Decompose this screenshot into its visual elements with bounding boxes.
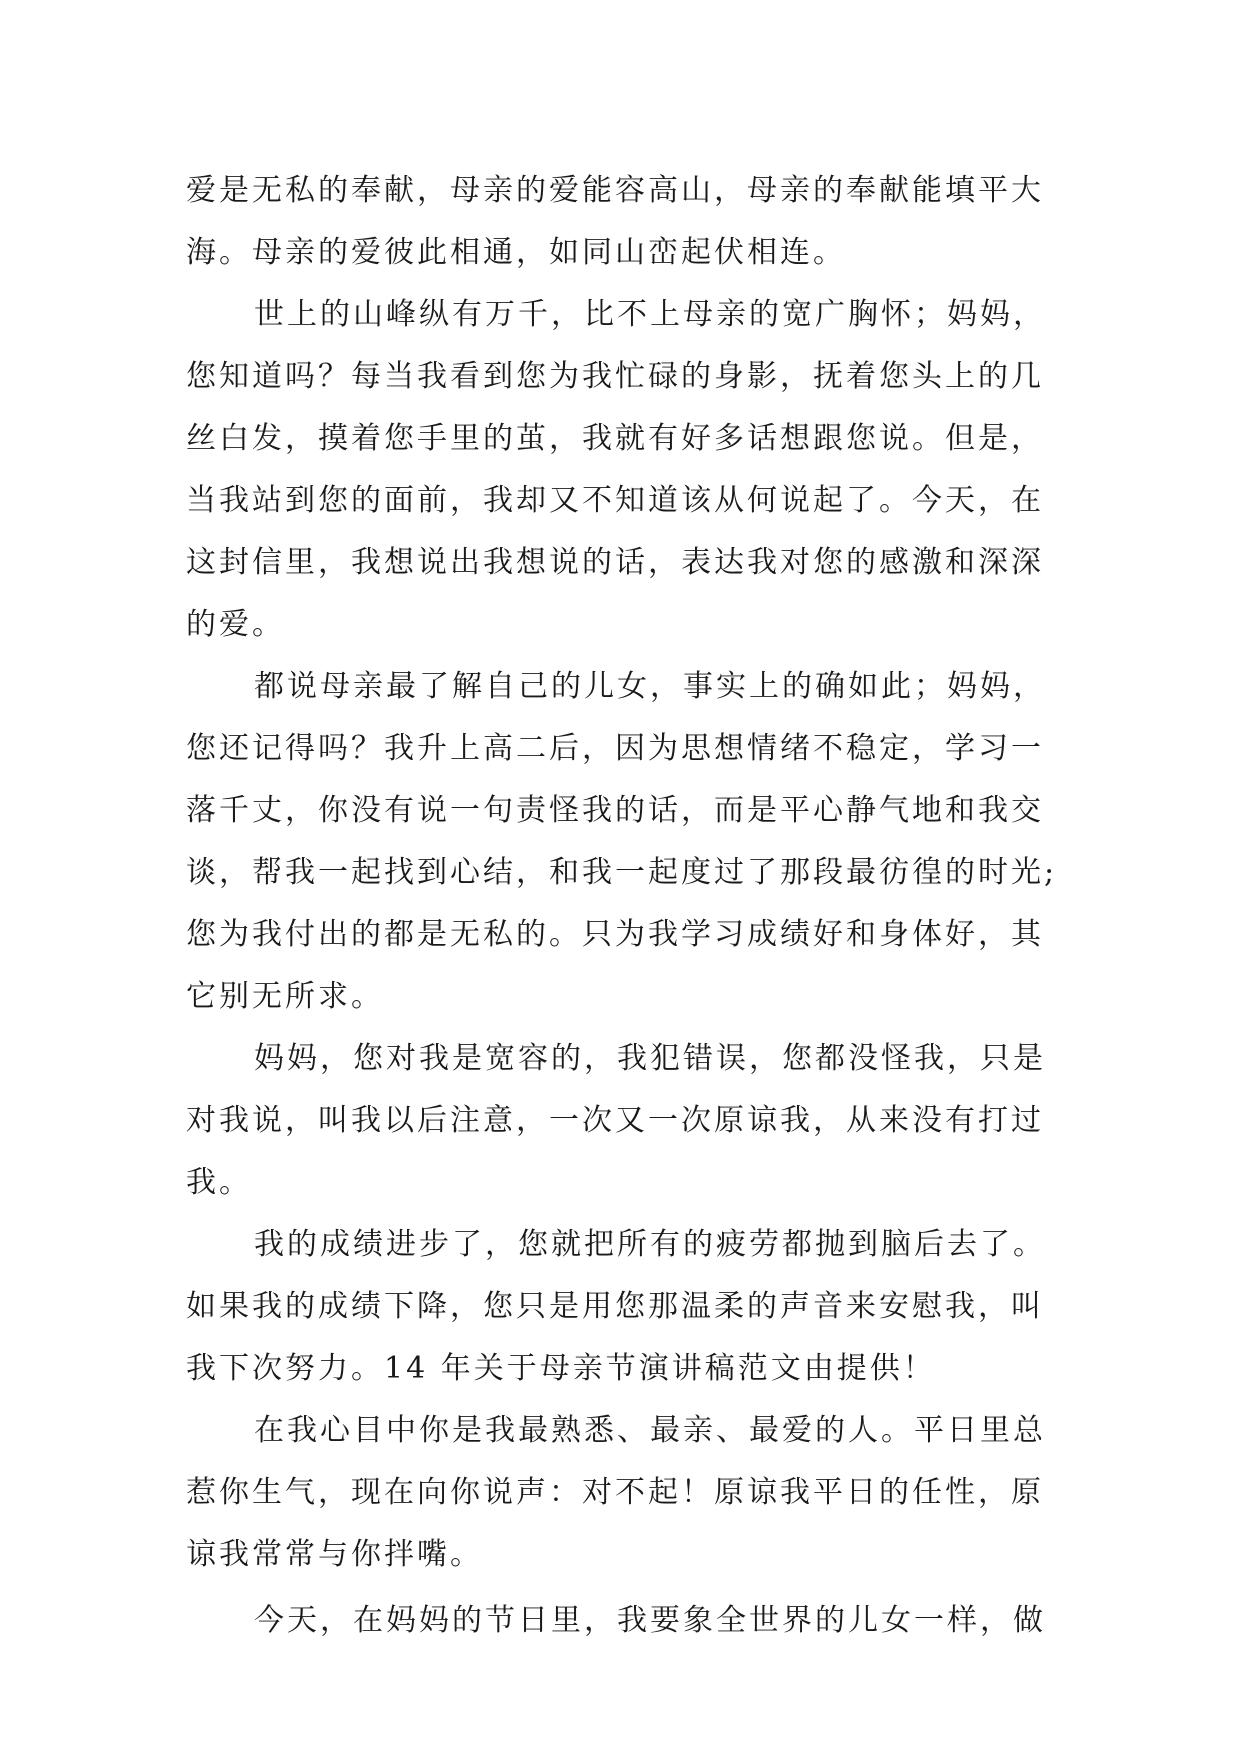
text-line: 这封信里，我想说出我想说的话，表达我对您的感激和深深 bbox=[186, 545, 1044, 580]
paragraph-start-line: 世上的山峰纵有万千，比不上母亲的宽广胸怀；妈妈， bbox=[254, 297, 1046, 332]
text-line: 丝白发，摸着您手里的茧，我就有好多话想跟您说。但是， bbox=[186, 421, 1044, 456]
text-line: 您为我付出的都是无私的。只为我学习成绩好和身体好，其 bbox=[186, 917, 1044, 952]
text-line: 海。母亲的爱彼此相通，如同山峦起伏相连。 bbox=[186, 235, 846, 270]
text-line: 爱是无私的奉献，母亲的爱能容高山，母亲的奉献能填平大 bbox=[186, 173, 1044, 208]
text-line: 它别无所求。 bbox=[186, 979, 384, 1014]
letter-body bbox=[186, 160, 1056, 1652]
paragraph-start-line: 都说母亲最了解自己的儿女，事实上的确如此；妈妈， bbox=[254, 669, 1046, 704]
paragraph-start-line: 今天，在妈妈的节日里，我要象全世界的儿女一样，做 bbox=[254, 1603, 1046, 1638]
text-line: 我。 bbox=[186, 1165, 252, 1200]
text-line: 对我说，叫我以后注意，一次又一次原谅我，从来没有打过 bbox=[186, 1103, 1044, 1138]
text-line: 惹你生气，现在向你说声：对不起！原谅我平日的任性，原 bbox=[186, 1475, 1044, 1510]
text-line: 谈，帮我一起找到心结，和我一起度过了那段最彷徨的时光; bbox=[186, 855, 1058, 890]
text-line: 的爱。 bbox=[186, 607, 285, 642]
paragraph-start-line: 在我心目中你是我最熟悉、最亲、最爱的人。平日里总 bbox=[254, 1413, 1046, 1448]
text-line: 落千丈，你没有说一句责怪我的话，而是平心静气地和我交 bbox=[186, 793, 1044, 828]
text-line: 您还记得吗？我升上高二后，因为思想情绪不稳定，学习一 bbox=[186, 731, 1044, 766]
text-line: 您知道吗？每当我看到您为我忙碌的身影，抚着您头上的几 bbox=[186, 359, 1044, 394]
paragraph-start-line: 我的成绩进步了，您就把所有的疲劳都抛到脑后去了。 bbox=[254, 1227, 1046, 1262]
text-line: 谅我常常与你拌嘴。 bbox=[186, 1537, 483, 1572]
text-line: 我下次努力。14 年关于母亲节演讲稿范文由提供！ bbox=[186, 1351, 936, 1386]
text-line: 当我站到您的面前，我却又不知道该从何说起了。今天，在 bbox=[186, 483, 1044, 518]
paragraph-start-line: 妈妈，您对我是宽容的，我犯错误，您都没怪我，只是 bbox=[254, 1041, 1046, 1076]
text-line: 如果我的成绩下降，您只是用您那温柔的声音来安慰我，叫 bbox=[186, 1289, 1044, 1324]
